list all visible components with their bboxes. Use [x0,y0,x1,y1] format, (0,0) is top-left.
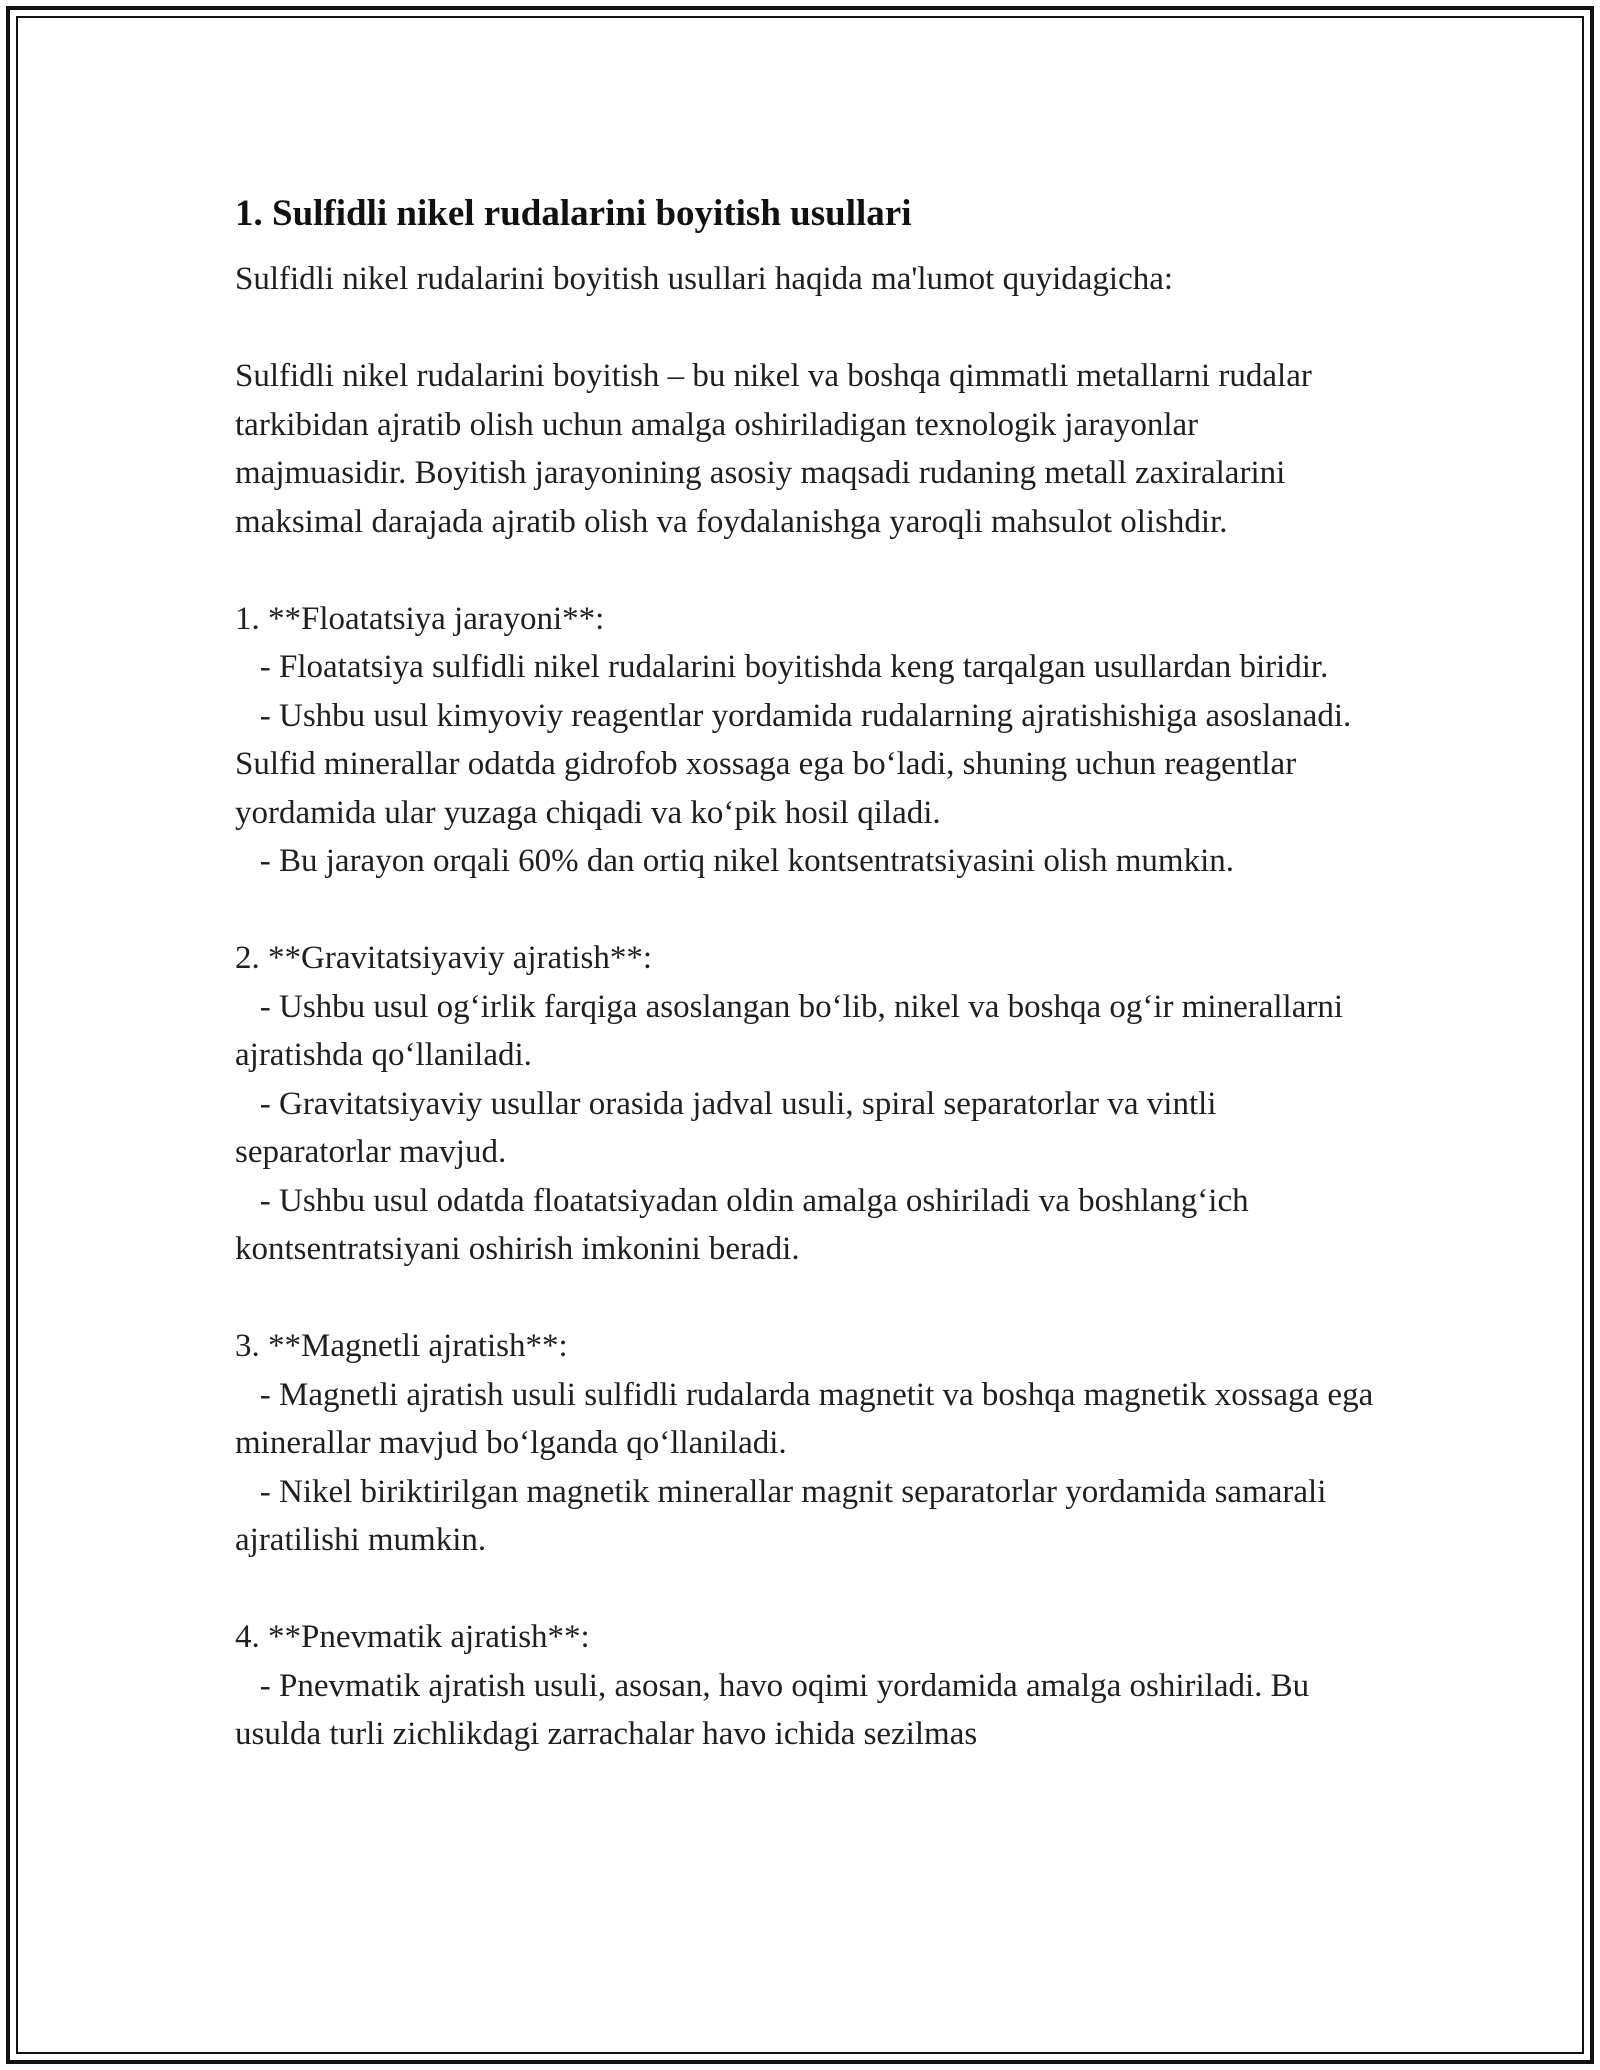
section-heading: 3. **Magnetli ajratish**: [235,1328,568,1364]
section-heading: 4. **Pnevmatik ajratish**: [235,1619,590,1655]
bullet-item: - Nikel biriktirilgan magnetik minerallar magnit separatorlar yordamida samarali ajratilishi mumkin. [235,1473,1335,1558]
section-heading: 2. **Gravitatsiyaviy ajratish**: [235,940,652,976]
bullet-item: - Ushbu usul kimyoviy reagentlar yordamida rudalarning ajratishishiga asoslanadi. Sulfid minerallar odatda gidrofob xossaga ega bo‘ladi, shuning uchun reagentlar yordamida ular yuzaga chiqadi va ko‘pik hosil qiladi. [235,697,1360,831]
bullet-item: - Bu jarayon orqali 60% dan ortiq nikel kontsentratsiyasini olish mumkin. [235,843,1235,879]
section-magnetli [235,1322,1382,1565]
section-gravitatsiyaviy [235,934,1375,1274]
bullet-item: - Pnevmatik ajratish usuli, asosan, havo oqimi yordamida amalga oshiriladi. Bu usulda turli zichlikdagi zarrachalar havo ichida sezilmas [235,1667,1318,1752]
bullet-item: - Gravitatsiyaviy usullar orasida jadval usuli, spiral separatorlar va vintli separatorlar mavjud. [235,1085,1225,1170]
section-heading: 1. **Floatatsiya jarayoni**: [235,600,605,637]
section-pnevmatik [235,1613,1375,1759]
bullet-item: - Floatatsiya sulfidli nikel rudalarini boyitishda keng tarqalgan usullardan biridir. [235,649,1329,685]
section-floatatsiya [235,595,1375,886]
bullet-item: - Ushbu usul og‘irlik farqiga asoslangan bo‘lib, nikel va boshqa og‘ir minerallarni ajratishda qo‘llaniladi. [235,988,1352,1073]
intro-line: Sulfidli nikel rudalarini boyitish usullari haqida ma'lumot quyidagicha: [235,261,1174,297]
intro-paragraph: Sulfidli nikel rudalarini boyitish – bu nikel va boshqa qimmatli metallarni rudalar tarkibidan ajratib olish uchun amalga oshiriladigan texnologik jarayonlar majmuasidir. Boyitish jarayonining asosiy maqsadi rudaning metall zaxiralarini maksimal darajada ajratib olish va foydalanishga yaroqli mahsulot olishdir. [235,358,1312,540]
bullet-item: - Magnetli ajratish usuli sulfidli rudalarda magnetit va boshqa magnetik xossaga ega minerallar mavjud bo‘lganda qo‘llaniladi. [235,1376,1382,1461]
document-body [235,185,1382,1759]
document-title: 1. Sulfidli nikel rudalarini boyitish usullari [235,193,912,234]
bullet-item: - Ushbu usul odatda floatatsiyadan oldin amalga oshiriladi va boshlang‘ich kontsentratsiyani oshirish imkonini beradi. [235,1182,1257,1267]
